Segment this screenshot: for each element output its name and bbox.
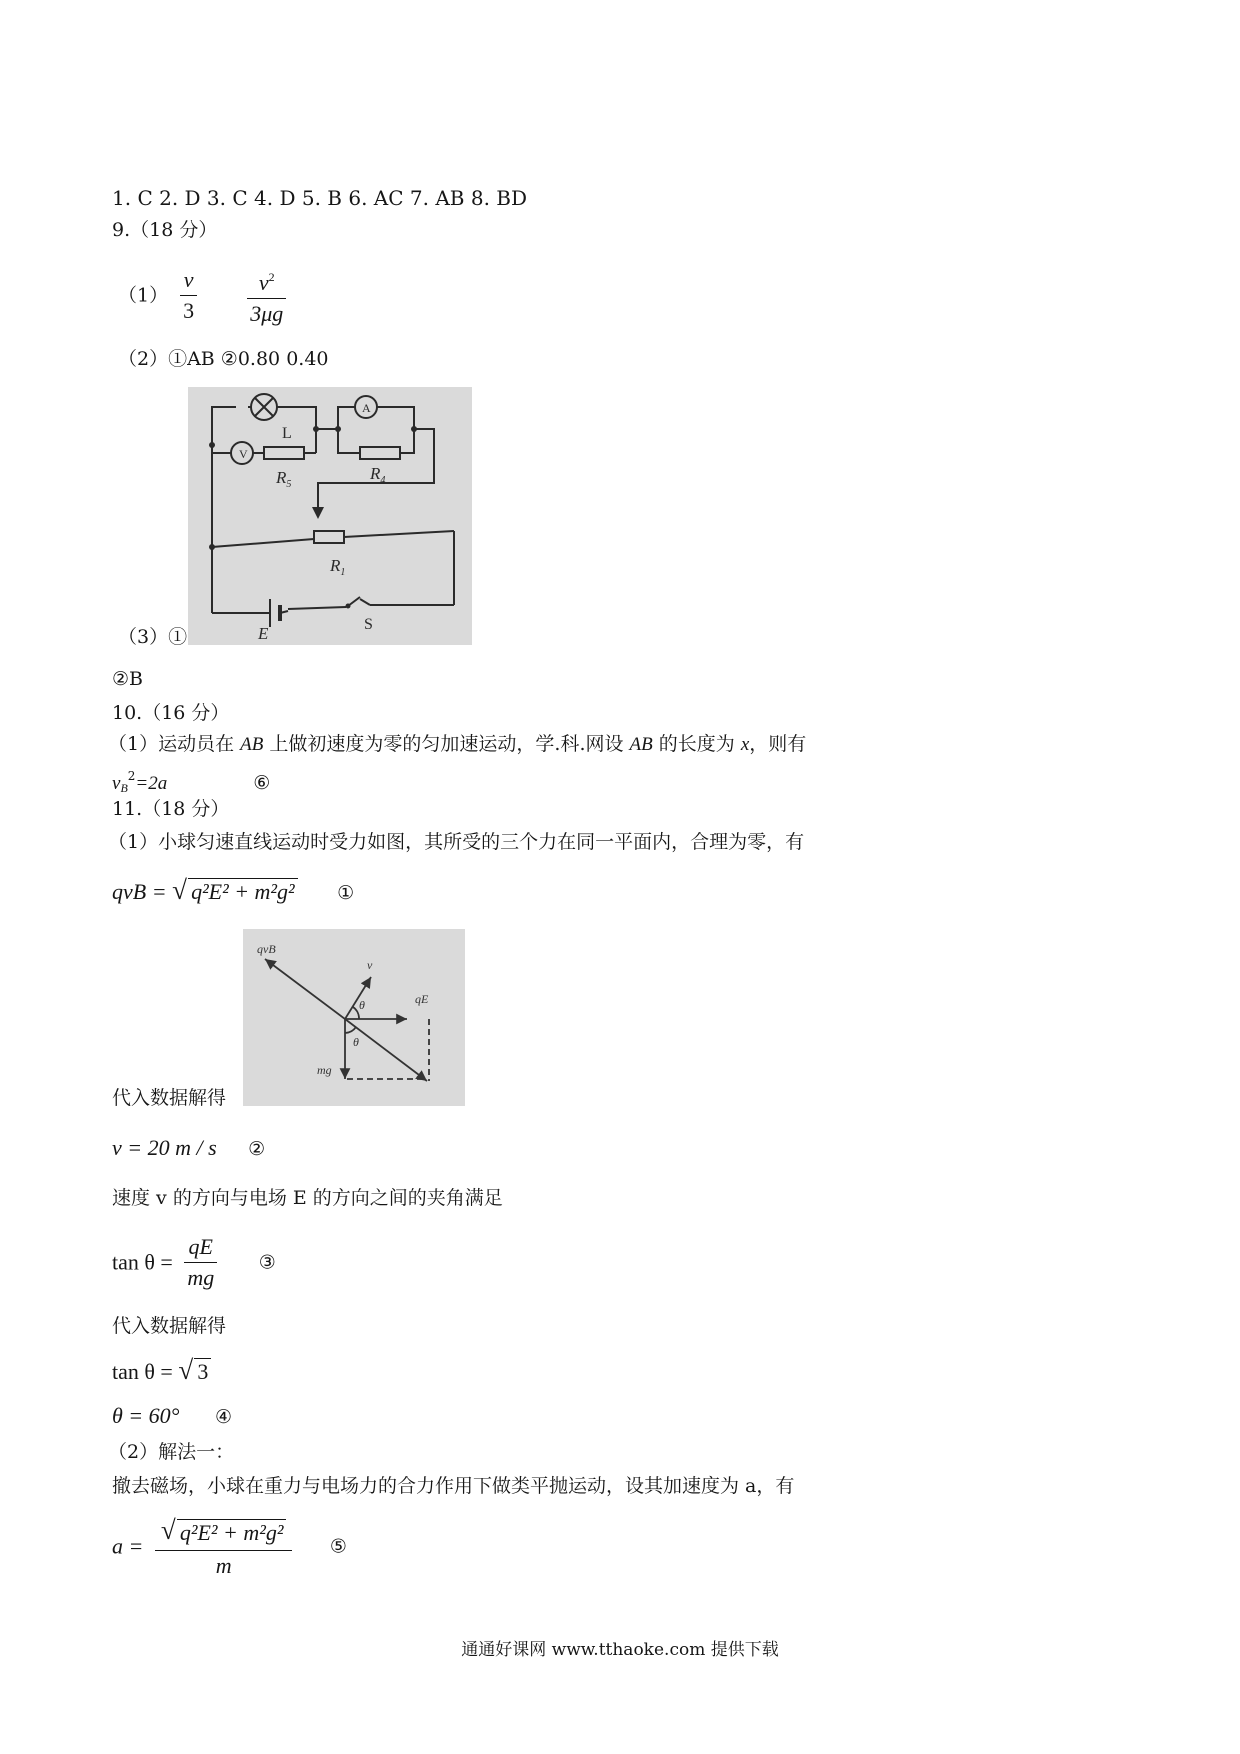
rheostat-r1 bbox=[314, 531, 344, 543]
q10-ab-1: AB bbox=[240, 734, 264, 755]
q11-part2-heading: （2）解法一： bbox=[108, 1441, 235, 1463]
choice-answers: 1. C 2. D 3. C 4. D 5. B 6. AC 7. AB 8. BD bbox=[112, 186, 528, 210]
q10-equation bbox=[112, 764, 270, 800]
q11-line-direction: 速度 v 的方向与电场 E 的方向之间的夹角满足 bbox=[112, 1187, 503, 1209]
label-qvB: qvB bbox=[257, 942, 276, 956]
q10-eq-mark: ⑥ bbox=[253, 772, 271, 794]
q11-eq3-mark: ③ bbox=[258, 1251, 276, 1274]
battery-symbol bbox=[270, 599, 288, 627]
q10-ab-2: AB bbox=[629, 734, 653, 755]
force-diagram bbox=[243, 929, 465, 1106]
q10-line1 bbox=[108, 732, 806, 757]
label-theta-bottom: θ bbox=[353, 1035, 359, 1049]
q11-line1: （1）小球匀速直线运动时受力如图，其所受的三个力在同一平面内，合理为零，有 bbox=[108, 831, 805, 853]
q10-eq-sup: 2 bbox=[127, 769, 136, 783]
q10-heading: 10.（16 分） bbox=[112, 702, 230, 724]
switch-label: S bbox=[364, 616, 373, 633]
q9-part2: （2）①AB ②0.80 0.40 bbox=[118, 348, 329, 370]
q11-eq4a-lhs: tan θ = bbox=[112, 1359, 173, 1384]
q10-eq-sub: B bbox=[120, 781, 128, 795]
q11-eq4-mark: ④ bbox=[214, 1406, 232, 1428]
label-qE: qE bbox=[415, 992, 429, 1006]
q11-eq5-mark: ⑤ bbox=[329, 1535, 347, 1558]
q9-part3-label: （3）① bbox=[118, 626, 188, 648]
q10-eq-v: v bbox=[112, 773, 121, 794]
battery-label: E bbox=[258, 624, 269, 643]
label-v: v bbox=[367, 958, 373, 972]
q9-frac-v2-over-3mug bbox=[247, 262, 286, 329]
force-svg bbox=[243, 929, 465, 1106]
q11-eq1-mark: ① bbox=[337, 882, 355, 904]
q11-part2-line: 撤去磁场，小球在重力与电场力的合力作用下做类平抛运动，设其加速度为 a，有 bbox=[112, 1475, 795, 1497]
q10-line1-pre: （1）运动员在 bbox=[108, 733, 241, 755]
q11-eq4b bbox=[112, 1404, 232, 1429]
voltmeter-label: V bbox=[239, 447, 248, 461]
label-theta-top: θ bbox=[359, 998, 365, 1012]
page-footer: 通通好课网 www.tthaoke.com 提供下载 bbox=[461, 1640, 779, 1660]
frac1-denominator: 3 bbox=[183, 298, 195, 323]
q11-eq4a-radicand: 3 bbox=[194, 1358, 211, 1385]
q9-heading: 9.（18 分） bbox=[112, 219, 218, 241]
q10-line1-post: ，则有 bbox=[749, 733, 807, 755]
q11-eq3-den: mg bbox=[187, 1265, 215, 1290]
label-mg: mg bbox=[317, 1063, 332, 1077]
q11-eq5-frac: √ q²E² + m²g² m bbox=[155, 1512, 293, 1581]
q11-substitute1: 代入数据解得 bbox=[112, 1087, 227, 1109]
q11-heading: 11.（18 分） bbox=[112, 798, 230, 820]
frac2-numerator: v bbox=[258, 270, 269, 295]
q9-part1-label: （1） bbox=[118, 284, 169, 307]
q11-substitute2: 代入数据解得 bbox=[112, 1315, 227, 1337]
rheostat-slider-arrow bbox=[312, 507, 324, 519]
q11-eq4a bbox=[112, 1355, 211, 1385]
q11-eq2-mark: ② bbox=[248, 1138, 266, 1160]
q10-eq-rhs: =2a bbox=[135, 773, 168, 794]
q11-eq5 bbox=[112, 1512, 347, 1592]
q11-eq1 bbox=[112, 875, 355, 912]
q11-eq3 bbox=[112, 1232, 276, 1296]
q10-x: x bbox=[740, 734, 750, 755]
switch-symbol bbox=[346, 597, 361, 609]
q11-eq3-num: qE bbox=[184, 1232, 217, 1263]
q9-part1 bbox=[118, 262, 292, 332]
q9-frac-v-over-3 bbox=[180, 265, 197, 326]
q11-eq3-frac bbox=[184, 1232, 217, 1293]
resistor-r5 bbox=[264, 447, 304, 459]
q11-eq1-sqrt: √ q²E² + m²g² bbox=[172, 878, 298, 905]
q11-eq1-lhs: qvB = bbox=[112, 879, 167, 904]
circuit-diagram bbox=[188, 387, 472, 645]
resistor-r4 bbox=[360, 447, 400, 459]
q10-line1-mid2: 的长度为 bbox=[652, 733, 741, 755]
q11-eq5-den: m bbox=[215, 1553, 232, 1578]
r1-label: $R_1$ bbox=[330, 556, 346, 578]
q11-eq4a-sqrt: √ 3 bbox=[178, 1358, 211, 1385]
frac2-denominator: 3μg bbox=[250, 301, 284, 326]
circuit-svg bbox=[188, 387, 472, 645]
frac1-numerator: v bbox=[180, 265, 197, 296]
r4-label: $R_4$ bbox=[370, 464, 386, 486]
q11-eq5-radicand: q²E² + m²g² bbox=[177, 1519, 287, 1546]
r5-label: $R_5$ bbox=[276, 468, 292, 490]
ammeter-label: A bbox=[362, 401, 371, 415]
frac2-numerator-sup: 2 bbox=[268, 270, 275, 284]
lamp-symbol bbox=[248, 394, 292, 420]
q9-part3-answer2: ②B bbox=[112, 668, 143, 690]
q11-eq2 bbox=[112, 1136, 265, 1161]
q11-eq1-radicand: q²E² + m²g² bbox=[188, 878, 298, 905]
q10-line1-mid: 上做初速度为零的匀加速运动，学.科.网设 bbox=[263, 733, 630, 755]
lamp-label: L bbox=[282, 425, 292, 442]
q11-eq2-text: v = 20 m / s bbox=[112, 1135, 217, 1160]
q11-eq5-lhs: a = bbox=[112, 1533, 144, 1559]
q11-eq4b-text: θ = 60° bbox=[112, 1403, 180, 1428]
q11-eq3-lhs: tan θ = bbox=[112, 1249, 173, 1275]
